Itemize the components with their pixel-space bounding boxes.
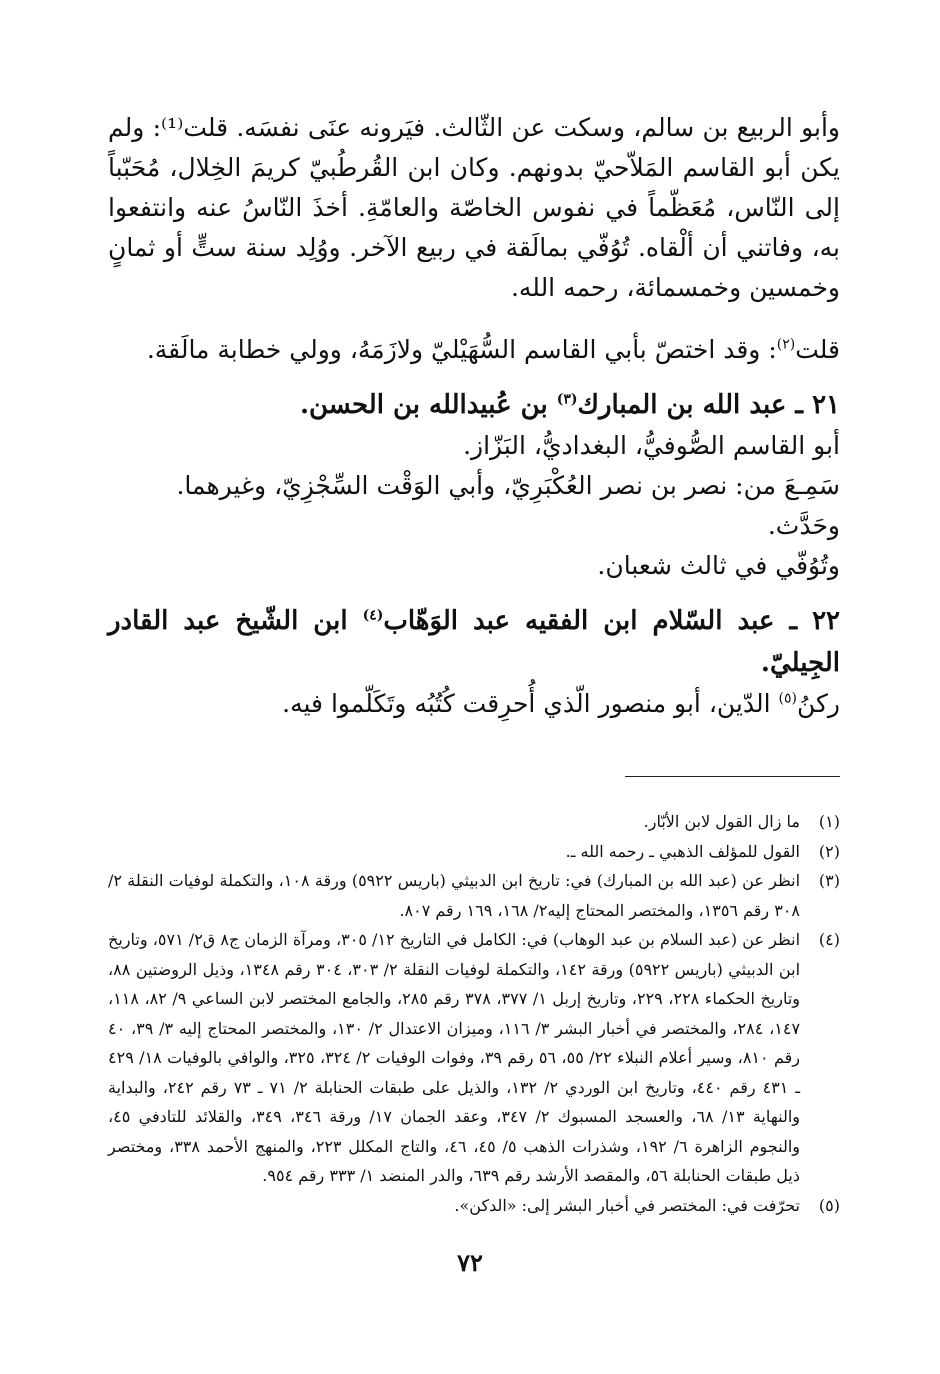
entry-21-death: وتُوُفّي في ثالث شعبان. [597, 551, 840, 580]
footnote-1 [108, 807, 840, 837]
footnotes [108, 807, 840, 1220]
entry-22-lineage: ابن الشّيخ عبد القادر الجِيليّ. [108, 606, 840, 678]
footnote-ref-4[interactable]: (٤) [362, 607, 384, 624]
footnote-number: (٢) [818, 841, 840, 861]
entry-22-laqab: ركنُ [796, 689, 840, 718]
footnote-text: انظر عن (عبد الله بن المبارك) في: تاريخ ابن الدبيثي (باريس ٥٩٢٢) ورقة ١٠٨، والتكملة لوفيات النقلة ٢/ ٣٠٨ رقم ١٣٥٦، والمختصر المحتاج إليه٢/ ١٦٨، ١٦٩ رقم ٨٠٧. [108, 871, 801, 920]
footnote-text: ما زال القول لابن الأبّار. [643, 812, 800, 831]
footnote-ref-2[interactable]: (٢) [776, 336, 796, 353]
footnote-ref-3[interactable]: (٣) [556, 391, 578, 408]
footnote-3 [108, 866, 840, 925]
footnote-2 [108, 837, 840, 867]
footnote-text: القول للمؤلف الذهبي ـ رحمه الله ـ. [565, 841, 800, 861]
footnote-text: انظر عن (عبد السلام بن عبد الوهاب) في: الكامل في التاريخ ١٢/ ٣٠٥، ومرآة الزمان ج٨ ق٢/ ٥٧١، وتاريخ ابن الدبيثي (باريس ٥٩٢٢) ورقة ١٤٢، والتكملة لوفيات النقلة ٢/ ٣٠٣، ٣٠٤ رقم ١٣٤٨، وذيل الروضتين ٨٨، وتاريخ الحكماء ٢٢٨، ٢٢٩، وتاريخ إربل ١/ ٣٧٧، ٣٧٨ رقم ٢٨٥، والجامع المختصر لابن الساعي ٩/ ٨٢، ١١٨، ١٤٧، ٢٨٤، والمختصر في أخبار البشر ٣/ ١١٦، وميزان الاعتدال ٢/ ١٣٠، والمختصر المحتاج إليه ٣/ ٣٩، ٤٠ رقم ٨١٠، وسير أعلام النبلاء ٢٢/ ٥٥، ٥٦ رقم ٣٩، وفوات الوفيات ٢/ ٣٢٤، ٣٢٥، والوافي بالوفيات ١٨/ ٤٢٩ ـ ٤٣١ رقم ٤٤٠، وتاريخ ابن الوردي ٢/ ١٣٢، والذيل على طبقات الحنابلة ٢/ ٧١ ـ ٧٣ رقم ٢٤٢، والبداية والنهاية ١٣/ ٦٨، والعسجد المسبوك ٢/ ٣٤٧، وعقد الجمان ١٧/ ورقة ٣٤٦، ٣٤٩، والقلائد للتادفي ٤٥، والنجوم الزاهرة ٦/ ١٩٢، وشذرات الذهب ٥/ ٤٥، ٤٦، والتاج المكلل ٢٢٣، والمنهج الأحمد ٣٣٨، ومختصر ذيل طبقات الحنابلة ٥٦، والمقصد الأرشد رقم ٦٣٩، والدر المنضد ١/ ٣٣٣ رقم ٩٥٤. [108, 930, 801, 1185]
footnote-ref-5[interactable]: (٥) [778, 690, 797, 707]
paragraph-intro: وأبو الربيع بن سالم، وسكت عن الثّالث. فيَرونه عنَى نفسَه. قلت⁽¹⁾: ولم يكن أبو القاسم المَلاّحيّ بدونهم. وكان ابن القُرطُبيّ كريمَ الخِلال، مُحَبّباً إلى النّاس، مُعَظّماً في نفوس الخاصّة والعامّةِ. أخذَ النّاسُ عنه وانتفعوا به، وفاتني أن ألْقاه. تُوُفّي بمالَقة في ربيع الآخر. ووُلِد سنة ستٍّ أو ثمانٍ وخمسين وخمسمائة، رحمه الله. [108, 113, 840, 302]
footnote-separator [625, 776, 840, 777]
footnote-number: (٥) [818, 1195, 840, 1215]
footnote-text: تحرّفت في: المختصر في أخبار البشر إلى: «الدكن». [454, 1195, 800, 1215]
footnote-number: (١) [818, 812, 840, 831]
entry-22-heading [108, 600, 840, 684]
footnote-5 [108, 1191, 840, 1221]
note-body: : وقد اختصّ بأبي القاسم السُّهَيْليّ ولازَمَهُ، وولي خطابة مالَقة. [146, 335, 777, 364]
entry-21-name: ٢١ ـ عبد الله بن المبارك [577, 390, 840, 420]
footnote-number: (٣) [818, 871, 840, 890]
entry-21-teachers: سَمِـعَ من: نصر بن نصر العُكْبَرِيّ، وأبي الوَقْت السِّجْزِيّ، وغيرهما. [176, 471, 840, 500]
author-note [108, 330, 840, 370]
entry-21-narrated: وحَدَّث. [767, 511, 840, 540]
footnote-4 [108, 925, 840, 1191]
entry-21-heading [108, 384, 840, 426]
note-lead: قلت [795, 335, 840, 364]
entry-21-nisba: أبو القاسم الصُّوفيُّ، البغداديُّ، البَزّاز. [463, 431, 840, 460]
entry-21-lineage: بن عُبيدالله بن الحسن. [299, 390, 557, 420]
entry-22-desc: الدّين، أبو منصور الّذي أُحرِقت كُتُبُه وتَكَلّموا فيه. [282, 689, 779, 718]
entry-22-name: ٢٢ ـ عبد السّلام ابن الفقيه عبد الوَهّاب [383, 606, 840, 636]
page-number: ٧٢ [457, 1248, 483, 1277]
entry-22-line [108, 684, 840, 724]
footnote-number: (٤) [818, 930, 840, 949]
main-text [108, 108, 840, 724]
